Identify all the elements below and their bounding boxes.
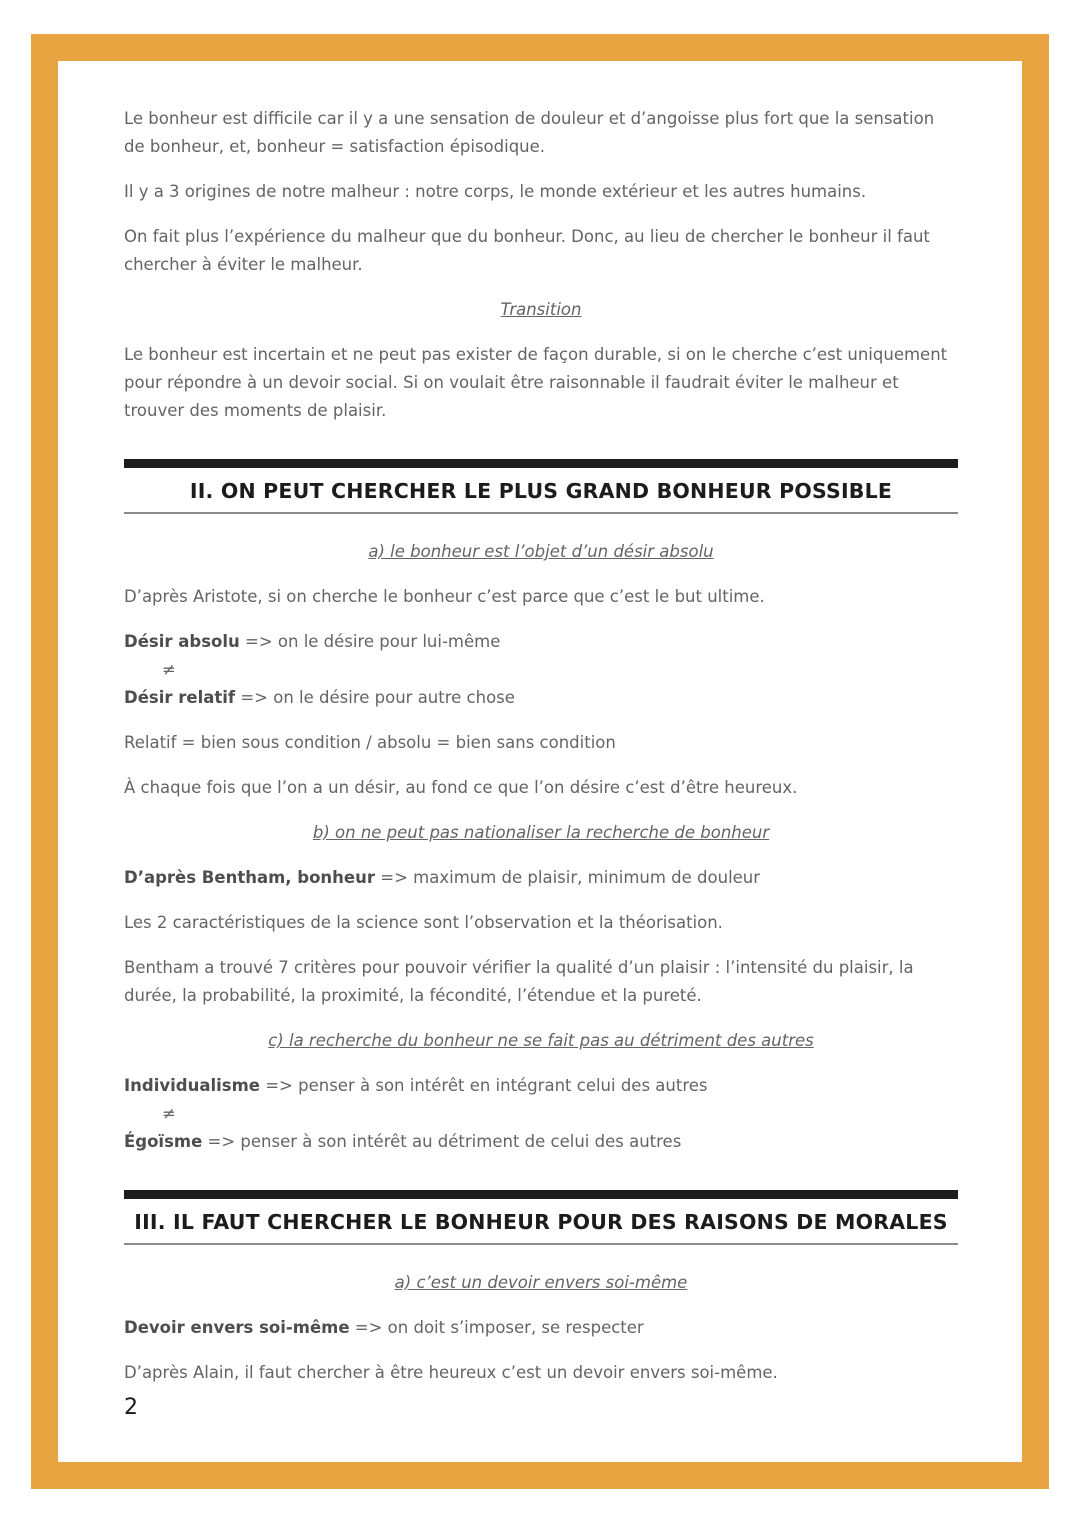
definition-text: => on le désire pour lui-même bbox=[245, 632, 501, 651]
definition-term: D’après Bentham, bonheur bbox=[124, 868, 376, 887]
section-3-heading bbox=[124, 1190, 958, 1245]
paragraph: D’après Aristote, si on cherche le bonheur c’est parce que c’est le but ultime. bbox=[124, 587, 765, 606]
subsection-heading-c: c) la recherche du bonheur ne se fait pas au détriment des autres bbox=[268, 1031, 814, 1050]
paragraph: À chaque fois que l’on a un désir, au fond ce que l’on désire c’est d’être heureux. bbox=[124, 778, 798, 797]
subsection-heading-a: a) le bonheur est l’objet d’un désir absolu bbox=[368, 542, 714, 561]
not-equal-symbol: ≠ bbox=[162, 1104, 176, 1123]
definition-line bbox=[124, 1314, 958, 1342]
definition-text: => penser à son intérêt au détriment de celui des autres bbox=[207, 1132, 682, 1151]
definition-term: Désir relatif bbox=[124, 688, 236, 707]
subsection-heading-a: a) c’est un devoir envers soi-même bbox=[394, 1273, 688, 1292]
section-3-title: III. IL FAUT CHERCHER LE BONHEUR POUR DES RAISONS DE MORALES bbox=[134, 1210, 948, 1234]
paragraph: Relatif = bien sous condition / absolu = bien sans condition bbox=[124, 733, 616, 752]
subsection-heading-b: b) on ne peut pas nationaliser la recherche de bonheur bbox=[312, 823, 770, 842]
definition-text: => on le désire pour autre chose bbox=[240, 688, 515, 707]
paragraph: Le bonheur est incertain et ne peut pas exister de façon durable, si on le cherche c’est uniquement pour répondre à un devoir social. Si on voulait être raisonnable il faudrait éviter le malheur et trouver des moments de plaisir. bbox=[124, 345, 948, 420]
not-equal-symbol: ≠ bbox=[162, 660, 176, 679]
definition-line bbox=[124, 684, 958, 712]
heading-bottom-rule bbox=[124, 512, 958, 514]
definition-group bbox=[124, 1072, 958, 1156]
definition-line bbox=[124, 1072, 958, 1100]
paragraph: On fait plus l’expérience du malheur que du bonheur. Donc, au lieu de chercher le bonheur il faut chercher à éviter le malheur. bbox=[124, 227, 930, 274]
section-2-heading bbox=[124, 459, 958, 514]
heading-top-bar bbox=[124, 459, 958, 468]
definition-line bbox=[124, 864, 958, 892]
paragraph: Il y a 3 origines de notre malheur : notre corps, le monde extérieur et les autres humains. bbox=[124, 182, 867, 201]
page-border-frame bbox=[31, 34, 1049, 1489]
heading-top-bar bbox=[124, 1190, 958, 1199]
section-2-title: II. ON PEUT CHERCHER LE PLUS GRAND BONHEUR POSSIBLE bbox=[189, 479, 893, 503]
definition-text: => penser à son intérêt en intégrant celui des autres bbox=[265, 1076, 708, 1095]
transition-heading: Transition bbox=[500, 300, 582, 319]
definition-text: => maximum de plaisir, minimum de douleur bbox=[380, 868, 761, 887]
definition-line bbox=[124, 628, 958, 656]
definition-text: => on doit s’imposer, se respecter bbox=[354, 1318, 644, 1337]
paragraph: Les 2 caractéristiques de la science sont l’observation et la théorisation. bbox=[124, 913, 723, 932]
definition-term: Désir absolu bbox=[124, 632, 240, 651]
paragraph: Bentham a trouvé 7 critères pour pouvoir vérifier la qualité d’un plaisir : l’intensité du plaisir, la durée, la probabilité, la proximité, la fécondité, l’étendue et la pureté. bbox=[124, 958, 914, 1005]
definition-term: Devoir envers soi-même bbox=[124, 1318, 350, 1337]
paragraph: Le bonheur est difficile car il y a une sensation de douleur et d’angoisse plus fort que la sensation de bonheur, et, bonheur = satisfaction épisodique. bbox=[124, 109, 935, 156]
heading-bottom-rule bbox=[124, 1243, 958, 1245]
page-number: 2 bbox=[124, 1395, 138, 1420]
page-content bbox=[58, 61, 1022, 1462]
definition-line bbox=[124, 1128, 958, 1156]
definition-group bbox=[124, 628, 958, 712]
definition-term: Individualisme bbox=[124, 1076, 260, 1095]
paragraph: D’après Alain, il faut chercher à être heureux c’est un devoir envers soi-même. bbox=[124, 1363, 778, 1382]
definition-term: Égoïsme bbox=[124, 1132, 203, 1151]
